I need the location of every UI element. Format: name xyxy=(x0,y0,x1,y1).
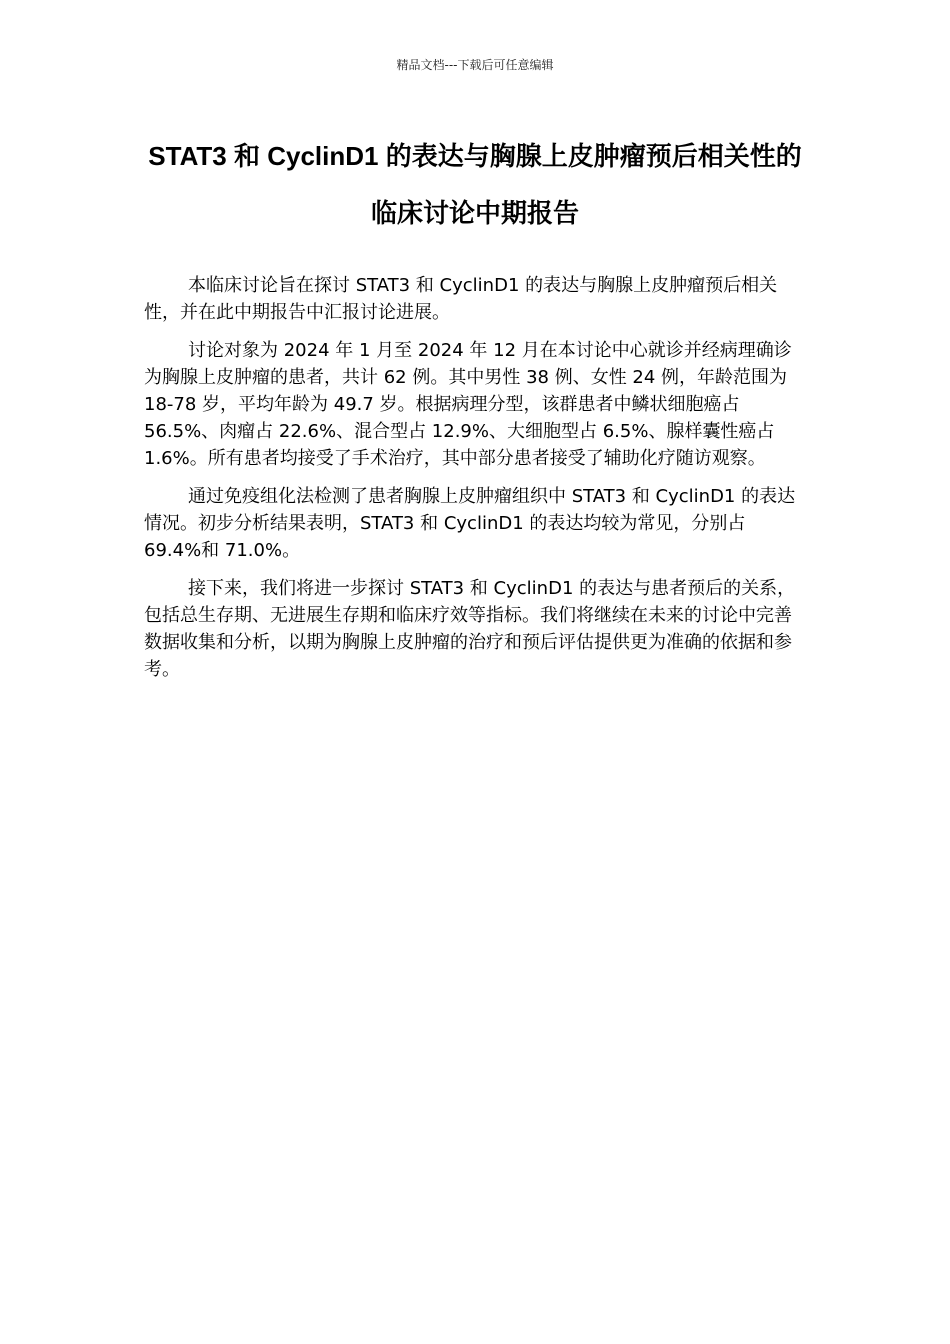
document-body xyxy=(144,272,808,694)
paragraph-intro: 本临床讨论旨在探讨 STAT3 和 CyclinD1 的表达与胸腺上皮肿瘤预后相关性，并在此中期报告中汇报讨论进展。 xyxy=(144,275,778,323)
document-title: STAT3 和 CyclinD1 的表达与胸腺上皮肿瘤预后相关性的临床讨论中期报告 xyxy=(148,141,802,228)
paragraph-results: 通过免疫组化法检测了患者胸腺上皮肿瘤组织中 STAT3 和 CyclinD1 的表达情况。初步分析结果表明，STAT3 和 CyclinD1 的表达均较为常见，分别占 69.4%和 71.0%。 xyxy=(144,486,796,561)
paragraph-next-steps: 接下来，我们将进一步探讨 STAT3 和 CyclinD1 的表达与患者预后的关系，包括总生存期、无进展生存期和临床疗效等指标。我们将继续在未来的讨论中完善数据收集和分析，以期为胸腺上皮肿瘤的治疗和预后评估提供更为准确的依据和参考。 xyxy=(144,578,796,680)
paragraph-subjects: 讨论对象为 2024 年 1 月至 2024 年 12 月在本讨论中心就诊并经病理确诊为胸腺上皮肿瘤的患者，共计 62 例。其中男性 38 例、女性 24 例，年龄范围为 18-78 岁，平均年龄为 49.7 岁。根据病理分型，该群患者中鳞状细胞癌占 56.5%、肉瘤占 22.6%、混合型占 12.9%、大细胞型占 6.5%、腺样囊性癌占 1.6%。所有患者均接受了手术治疗，其中部分患者接受了辅助化疗随访观察。 xyxy=(144,340,792,469)
page-header-note: 精品文档---下载后可任意编辑 xyxy=(396,58,554,72)
